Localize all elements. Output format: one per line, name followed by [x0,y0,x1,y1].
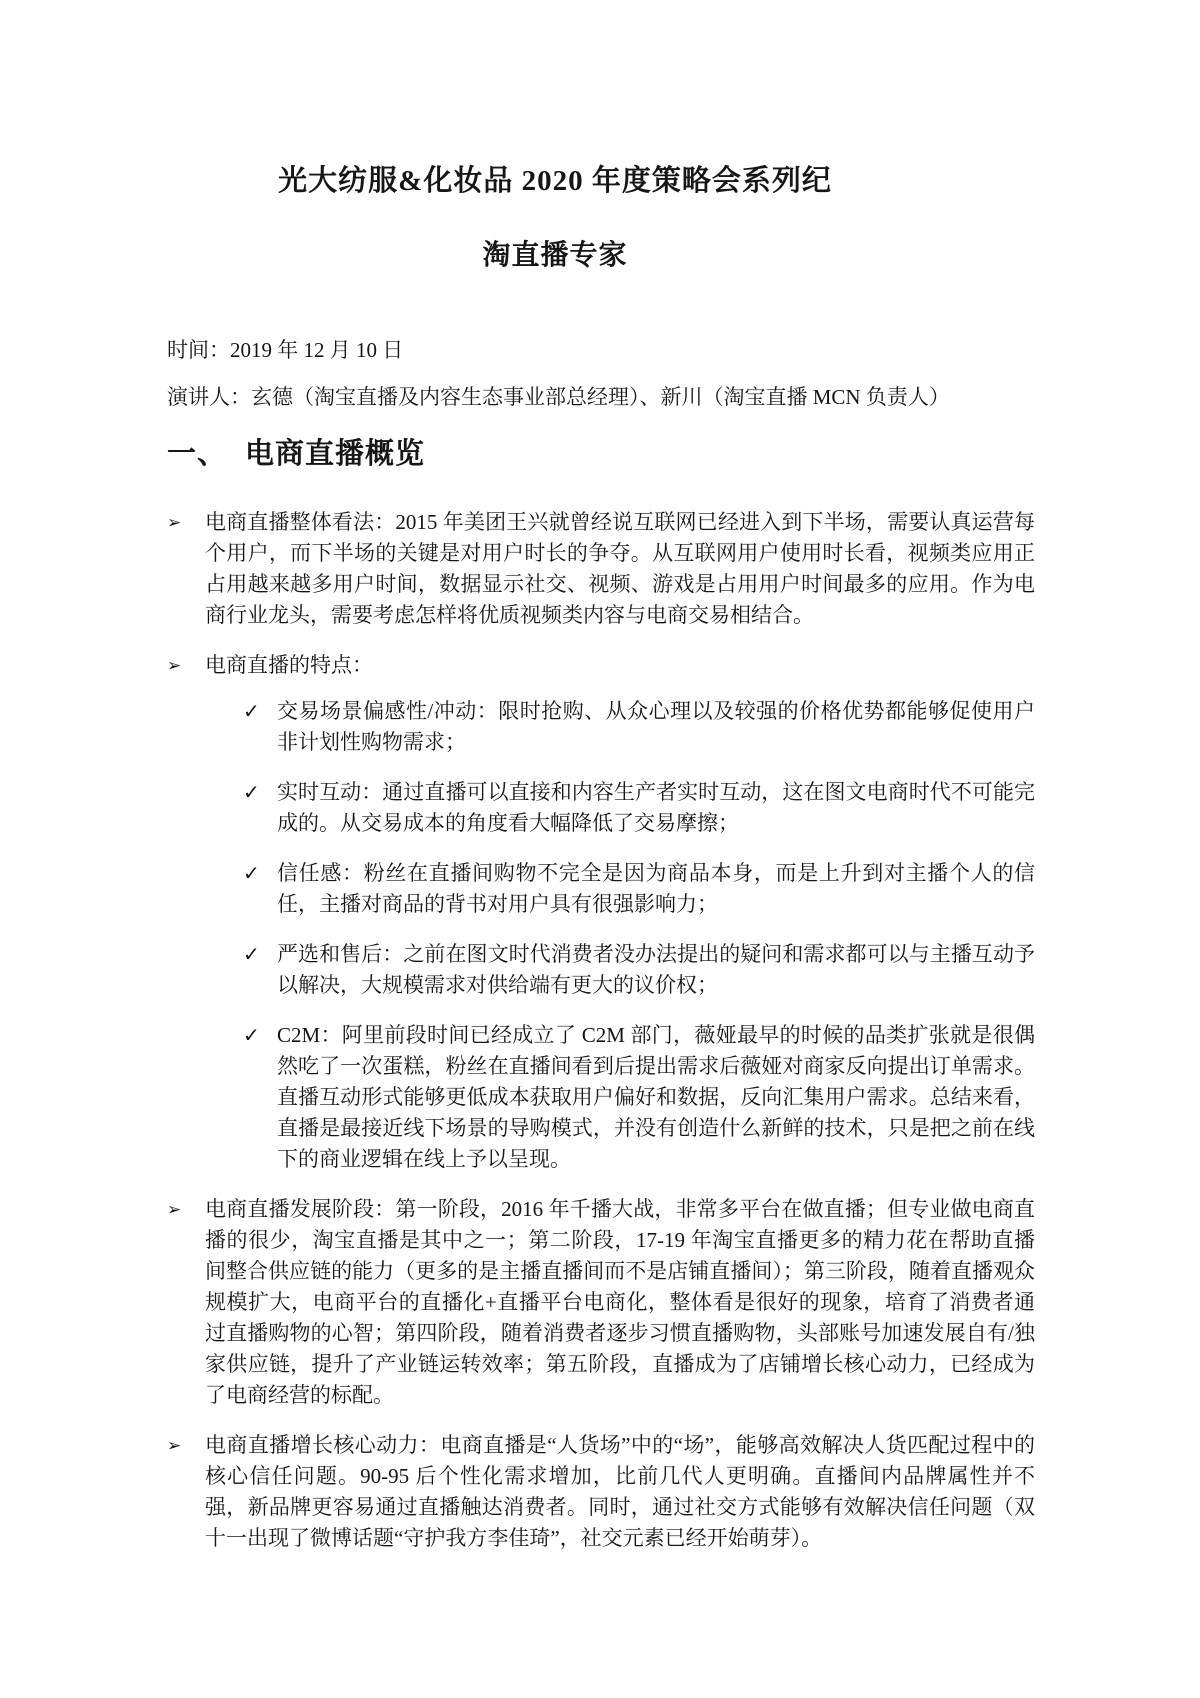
list-item [167,507,1035,631]
check-bullet-icon: ✓ [243,780,260,804]
list-item [243,1020,1035,1175]
list-item [167,650,1035,1175]
document-content [167,0,1035,1554]
bullet-block [205,650,1035,1175]
arrow-bullet-icon: ➢ [167,513,182,533]
meta-time: 时间：2019 年 12 月 10 日 [167,338,404,362]
document-subtitle: 淘直播专家 [482,240,628,271]
document-title: 光大纺服&化妆品 2020 年度策略会系列纪 [278,165,832,197]
check-bullet-icon: ✓ [243,942,260,966]
section-title: 电商直播概览 [245,438,426,470]
list-item [167,1430,1035,1554]
check-bullet-icon: ✓ [243,861,260,885]
bullet-text: 电商直播整体看法：2015 年美团王兴就曾经说互联网已经进入到下半场，需要认真运营每个用户，而下半场的关键是对用户时长的争夺。从互联网用户使用时长看，视频类应用正占用越来越多用户时间，数据显示社交、视频、游戏是占用用户时间最多的应用。作为电商行业龙头，需要考虑怎样将优质视频类内容与电商交易相结合。 [205,510,1035,627]
bullet-text: 电商直播增长核心动力：电商直播是“人货场”中的“场”，能够高效解决人货匹配过程中的核心信任问题。90-95 后个性化需求增加，比前几代人更明确。直播间内品牌属性并不强，新品牌更容易通过直播触达消费者。同时，通过社交方式能够有效解决信任问题（双十一出现了微博话题“守护我方李佳琦”，社交元素已经开始萌芽）。 [205,1433,1035,1550]
arrow-bullet-icon: ➢ [167,656,182,676]
sub-bullet-text: 交易场景偏感性/冲动：限时抢购、从众心理以及较强的价格优势都能够促使用户非计划性购物需求； [277,699,1035,754]
list-item [243,696,1035,758]
arrow-bullet-icon: ➢ [167,1200,182,1220]
sub-bullet-text: 实时互动：通过直播可以直接和内容生产者实时互动，这在图文电商时代不可能完成的。从交易成本的角度看大幅降低了交易摩擦； [277,780,1035,835]
sub-bullet-text: C2M：阿里前段时间已经成立了 C2M 部门，薇娅最早的时候的品类扩张就是很偶然吃了一次蛋糕，粉丝在直播间看到后提出需求后薇娅对商家反向提出订单需求。直播互动形式能够更低成本获取用户偏好和数据，反向汇集用户需求。总结来看，直播是最接近线下场景的导购模式，并没有创造什么新鲜的技术，只是把之前在线下的商业逻辑在线上予以呈现。 [277,1023,1035,1171]
list-item [243,777,1035,839]
section-heading [167,435,1035,473]
bullet-list [167,507,1035,1554]
sub-bullet-list [205,696,1035,1175]
section-number: 一、 [167,438,228,470]
list-item [167,1194,1035,1411]
check-bullet-icon: ✓ [243,1023,260,1047]
bullet-text: 电商直播发展阶段：第一阶段，2016 年千播大战，非常多平台在做直播；但专业做电商直播的很少，淘宝直播是其中之一；第二阶段，17-19 年淘宝直播更多的精力花在帮助直播间整合供应链的能力（更多的是主播直播间而不是店铺直播间）；第三阶段，随着直播观众规模扩大，电商平台的直播化+直播平台电商化，整体看是很好的现象，培育了消费者通过直播购物的心智；第四阶段，随着消费者逐步习惯直播购物，头部账号加速发展自有/独家供应链，提升了产业链运转效率；第五阶段，直播成为了店铺增长核心动力，已经成为了电商经营的标配。 [205,1197,1035,1407]
meta-speaker: 演讲人：玄德（淘宝直播及内容生态事业部总经理）、新川（淘宝直播 MCN 负责人） [167,385,950,409]
list-item [243,939,1035,1001]
sub-bullet-text: 信任感：粉丝在直播间购物不完全是因为商品本身，而是上升到对主播个人的信任，主播对商品的背书对用户具有很强影响力； [277,861,1035,916]
list-item [243,858,1035,920]
bullet-text: 电商直播的特点： [205,653,373,677]
check-bullet-icon: ✓ [243,699,260,723]
arrow-bullet-icon: ➢ [167,1436,182,1456]
sub-bullet-text: 严选和售后：之前在图文时代消费者没办法提出的疑问和需求都可以与主播互动予以解决，大规模需求对供给端有更大的议价权； [277,942,1035,997]
